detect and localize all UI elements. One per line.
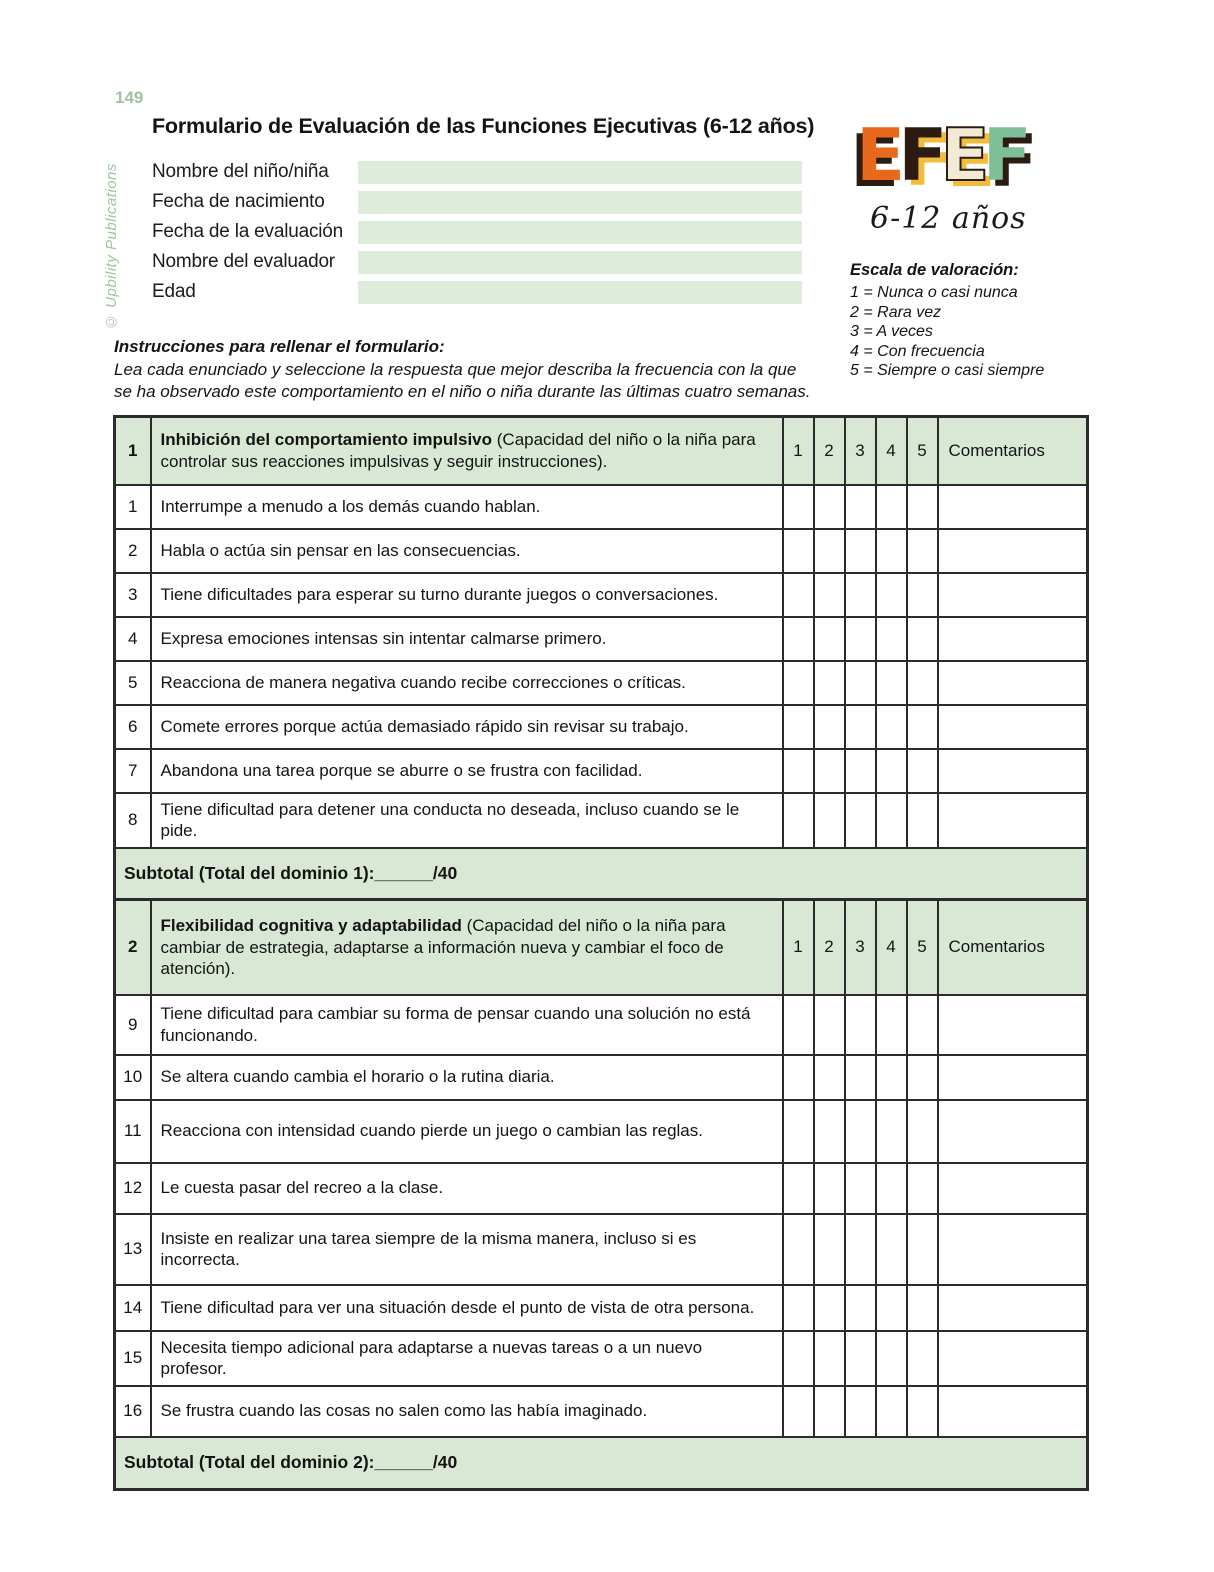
- domain-title: [151, 417, 783, 485]
- subtotal-domain-2[interactable]: Subtotal (Total del dominio 2):______/40: [115, 1437, 1088, 1490]
- rating-cell[interactable]: [814, 573, 845, 617]
- evaluator-name-input[interactable]: [358, 251, 802, 274]
- rating-cell[interactable]: [876, 617, 907, 661]
- comment-cell[interactable]: [938, 661, 1088, 705]
- instructions-body: Lea cada enunciado y seleccione la respuesta que mejor describa la frecuencia con la que se ha observado este comportamiento en el niño o niña durante las últimas cuatro semanas.: [114, 360, 811, 401]
- item-text: Se frustra cuando las cosas no salen como las había imaginado.: [151, 1386, 783, 1437]
- item-text: Le cuesta pasar del recreo a la clase.: [151, 1163, 783, 1214]
- subtotal-row-domain-1: [115, 848, 1088, 900]
- rating-cell[interactable]: [845, 617, 876, 661]
- rating-cell[interactable]: [845, 1331, 876, 1386]
- rating-cell[interactable]: [814, 705, 845, 749]
- rating-column-header-1: 1: [783, 417, 814, 485]
- item-row-4: [115, 617, 1088, 661]
- instructions-title: Instrucciones para rellenar el formulario:: [114, 337, 445, 356]
- item-text: Reacciona con intensidad cuando pierde un juego o cambian las reglas.: [151, 1100, 783, 1163]
- rating-cell[interactable]: [907, 749, 938, 793]
- rating-column-header-4: 4: [876, 417, 907, 485]
- rating-cell[interactable]: [907, 1214, 938, 1285]
- rating-cell[interactable]: [876, 1163, 907, 1214]
- rating-cell[interactable]: [783, 1331, 814, 1386]
- domain-number: 1: [115, 417, 151, 485]
- item-number: 13: [115, 1214, 151, 1285]
- item-number: 8: [115, 793, 151, 848]
- rating-column-header-2: 2: [814, 417, 845, 485]
- rating-column-header-4: 4: [876, 900, 907, 995]
- rating-cell[interactable]: [907, 995, 938, 1055]
- rating-cell[interactable]: [814, 1331, 845, 1386]
- comment-cell[interactable]: [938, 1331, 1088, 1386]
- rating-cell[interactable]: [814, 749, 845, 793]
- subtotal-domain-1[interactable]: Subtotal (Total del dominio 1):______/40: [115, 848, 1088, 900]
- rating-cell[interactable]: [876, 1214, 907, 1285]
- rating-cell[interactable]: [845, 1055, 876, 1100]
- rating-scale-title: Escala de valoración:: [850, 261, 1019, 279]
- item-row-9: [115, 995, 1088, 1055]
- item-text: Insiste en realizar una tarea siempre de la misma manera, incluso si es incorrecta.: [151, 1214, 783, 1285]
- rating-column-header-3: 3: [845, 417, 876, 485]
- efef-logo: [856, 113, 1096, 237]
- instructions: [114, 337, 814, 403]
- rating-cell[interactable]: [845, 749, 876, 793]
- field-row-evaluation-date: [152, 217, 812, 247]
- comment-cell[interactable]: [938, 793, 1088, 848]
- comment-cell[interactable]: [938, 1214, 1088, 1285]
- rating-cell[interactable]: [876, 749, 907, 793]
- domain-2-header-row: [115, 900, 1088, 995]
- rating-cell[interactable]: [907, 705, 938, 749]
- rating-cell[interactable]: [845, 1285, 876, 1331]
- rating-cell[interactable]: [876, 529, 907, 573]
- item-number: 11: [115, 1100, 151, 1163]
- logo-letter-f1: F: [898, 113, 941, 197]
- item-text: Necesita tiempo adicional para adaptarse a nuevas tareas o a un nuevo profesor.: [151, 1331, 783, 1386]
- logo-letter-e1: E: [856, 113, 899, 197]
- comment-cell[interactable]: [938, 617, 1088, 661]
- rating-cell[interactable]: [783, 573, 814, 617]
- copyright-watermark: © Upbility Publications: [103, 163, 120, 330]
- rating-cell[interactable]: [845, 1163, 876, 1214]
- domain-title-rest: (Capacidad del niño o la niña para cambiar de estrategia, adaptarse a información nueva y cambiar el foco de atención).: [160, 916, 726, 978]
- rating-cell[interactable]: [876, 1331, 907, 1386]
- item-text: Tiene dificultades para esperar su turno durante juegos o conversaciones.: [151, 573, 783, 617]
- evaluation-date-label: Fecha de la evaluación: [152, 221, 344, 242]
- item-row-7: [115, 749, 1088, 793]
- item-text: Se altera cuando cambia el horario o la rutina diaria.: [151, 1055, 783, 1100]
- rating-cell[interactable]: [783, 661, 814, 705]
- rating-scale-item: 4 = Con frecuencia: [850, 342, 985, 360]
- domain-1-header-row: [115, 417, 1088, 485]
- rating-cell[interactable]: [907, 617, 938, 661]
- item-row-3: [115, 573, 1088, 617]
- comment-cell[interactable]: [938, 995, 1088, 1055]
- item-text: Reacciona de manera negativa cuando recibe correcciones o críticas.: [151, 661, 783, 705]
- field-row-age: [152, 277, 812, 307]
- rating-cell[interactable]: [907, 1100, 938, 1163]
- comments-column-header: Comentarios: [938, 900, 1088, 995]
- rating-cell[interactable]: [907, 661, 938, 705]
- rating-scale-item: 1 = Nunca o casi nunca: [850, 284, 1018, 301]
- rating-cell[interactable]: [783, 1163, 814, 1214]
- field-row-child-name: [152, 157, 812, 187]
- rating-cell[interactable]: [907, 1055, 938, 1100]
- item-text: Tiene dificultad para ver una situación desde el punto de vista de otra persona.: [151, 1285, 783, 1331]
- rating-cell[interactable]: [907, 793, 938, 848]
- rating-cell[interactable]: [783, 1100, 814, 1163]
- rating-cell[interactable]: [814, 1214, 845, 1285]
- item-text: Interrumpe a menudo a los demás cuando hablan.: [151, 485, 783, 529]
- logo-age-range: 6-12 años: [870, 201, 1027, 237]
- rating-cell[interactable]: [876, 1386, 907, 1437]
- rating-cell[interactable]: [845, 1386, 876, 1437]
- rating-cell[interactable]: [876, 793, 907, 848]
- item-row-15: [115, 1331, 1088, 1386]
- child-name-input[interactable]: [358, 161, 802, 184]
- item-row-12: [115, 1163, 1088, 1214]
- domain-2-table: [113, 898, 1089, 1491]
- rating-cell[interactable]: [814, 1386, 845, 1437]
- comment-cell[interactable]: [938, 749, 1088, 793]
- item-row-8: [115, 793, 1088, 848]
- rating-cell[interactable]: [814, 1285, 845, 1331]
- comment-cell[interactable]: [938, 529, 1088, 573]
- page-number: 149: [115, 88, 144, 107]
- rating-scale-legend: [850, 261, 1180, 381]
- rating-cell[interactable]: [783, 793, 814, 848]
- item-text: Habla o actúa sin pensar en las consecuencias.: [151, 529, 783, 573]
- item-text: Abandona una tarea porque se aburre o se frustra con facilidad.: [151, 749, 783, 793]
- comment-cell[interactable]: [938, 1100, 1088, 1163]
- rating-cell[interactable]: [907, 1163, 938, 1214]
- rating-cell[interactable]: [814, 1100, 845, 1163]
- comment-cell[interactable]: [938, 1386, 1088, 1437]
- rating-scale-item: 2 = Rara vez: [850, 303, 942, 321]
- item-number: 7: [115, 749, 151, 793]
- item-text: Tiene dificultad para cambiar su forma de pensar cuando una solución no está funcionando.: [151, 995, 783, 1055]
- rating-cell[interactable]: [814, 1055, 845, 1100]
- rating-cell[interactable]: [845, 705, 876, 749]
- item-number: 16: [115, 1386, 151, 1437]
- item-number: 4: [115, 617, 151, 661]
- item-row-10: [115, 1055, 1088, 1100]
- rating-cell[interactable]: [845, 661, 876, 705]
- evaluation-date-input[interactable]: [358, 221, 802, 244]
- item-number: 5: [115, 661, 151, 705]
- rating-cell[interactable]: [907, 529, 938, 573]
- rating-cell[interactable]: [907, 1331, 938, 1386]
- rating-cell[interactable]: [876, 1055, 907, 1100]
- rating-cell[interactable]: [876, 705, 907, 749]
- rating-cell[interactable]: [783, 529, 814, 573]
- item-row-6: [115, 705, 1088, 749]
- rating-cell[interactable]: [783, 485, 814, 529]
- item-text: Expresa emociones intensas sin intentar calmarse primero.: [151, 617, 783, 661]
- comment-cell[interactable]: [938, 1055, 1088, 1100]
- birth-date-input[interactable]: [358, 191, 802, 214]
- rating-cell[interactable]: [907, 1285, 938, 1331]
- domain-number: 2: [115, 900, 151, 995]
- rating-cell[interactable]: [845, 793, 876, 848]
- item-number: 14: [115, 1285, 151, 1331]
- logo-letter-e2: E: [940, 113, 983, 197]
- age-input[interactable]: [358, 281, 802, 304]
- item-row-14: [115, 1285, 1088, 1331]
- child-name-label: Nombre del niño/niña: [152, 161, 329, 182]
- page-title: Formulario de Evaluación de las Funciones Ejecutivas (6-12 años): [152, 114, 815, 138]
- age-label: Edad: [152, 281, 196, 302]
- item-text: Comete errores porque actúa demasiado rápido sin revisar su trabajo.: [151, 705, 783, 749]
- logo-letter-f2: F: [982, 113, 1025, 197]
- rating-cell[interactable]: [814, 995, 845, 1055]
- rating-cell[interactable]: [845, 485, 876, 529]
- rating-cell[interactable]: [876, 995, 907, 1055]
- domain-title-bold: Inhibición del comportamiento impulsivo: [160, 430, 493, 450]
- rating-column-header-5: 5: [907, 417, 938, 485]
- rating-cell[interactable]: [783, 749, 814, 793]
- rating-cell[interactable]: [814, 485, 845, 529]
- item-row-1: [115, 485, 1088, 529]
- rating-cell[interactable]: [907, 485, 938, 529]
- form-fields: [152, 157, 812, 307]
- item-number: 1: [115, 485, 151, 529]
- rating-cell[interactable]: [783, 1214, 814, 1285]
- rating-cell[interactable]: [783, 1055, 814, 1100]
- item-row-13: [115, 1214, 1088, 1285]
- item-number: 10: [115, 1055, 151, 1100]
- field-row-evaluator-name: [152, 247, 812, 277]
- item-text: Tiene dificultad para detener una conducta no deseada, incluso cuando se le pide.: [151, 793, 783, 848]
- efef-logo-letters: [856, 113, 1096, 197]
- rating-cell[interactable]: [845, 995, 876, 1055]
- rating-cell[interactable]: [783, 1386, 814, 1437]
- rating-scale-item: 5 = Siempre o casi siempre: [850, 362, 1045, 379]
- domain-title-rest: (Capacidad del niño o la niña para controlar sus reacciones impulsivas y seguir instrucciones).: [160, 430, 756, 471]
- rating-cell[interactable]: [814, 661, 845, 705]
- comment-cell[interactable]: [938, 573, 1088, 617]
- domain-1-table: [113, 415, 1089, 901]
- rating-cell[interactable]: [876, 485, 907, 529]
- comment-cell[interactable]: [938, 485, 1088, 529]
- rating-cell[interactable]: [845, 1100, 876, 1163]
- domain-title: [151, 900, 783, 995]
- rating-cell[interactable]: [876, 573, 907, 617]
- item-row-5: [115, 661, 1088, 705]
- rating-column-header-2: 2: [814, 900, 845, 995]
- rating-column-header-3: 3: [845, 900, 876, 995]
- birth-date-label: Fecha de nacimiento: [152, 191, 325, 212]
- item-number: 6: [115, 705, 151, 749]
- field-row-birth-date: [152, 187, 812, 217]
- rating-cell[interactable]: [876, 1285, 907, 1331]
- item-row-16: [115, 1386, 1088, 1437]
- rating-column-header-5: 5: [907, 900, 938, 995]
- rating-cell[interactable]: [814, 529, 845, 573]
- domain-title-bold: Flexibilidad cognitiva y adaptabilidad: [160, 916, 462, 935]
- rating-cell[interactable]: [845, 529, 876, 573]
- evaluator-name-label: Nombre del evaluador: [152, 251, 335, 272]
- item-row-11: [115, 1100, 1088, 1163]
- item-number: 9: [115, 995, 151, 1055]
- item-number: 3: [115, 573, 151, 617]
- subtotal-row-domain-2: [115, 1437, 1088, 1490]
- rating-cell[interactable]: [907, 573, 938, 617]
- rating-cell[interactable]: [783, 705, 814, 749]
- rating-scale-item: 3 = A veces: [850, 323, 933, 340]
- rating-cell[interactable]: [876, 1100, 907, 1163]
- rating-cell[interactable]: [907, 1386, 938, 1437]
- rating-cell[interactable]: [783, 617, 814, 661]
- comment-cell[interactable]: [938, 1285, 1088, 1331]
- rating-cell[interactable]: [845, 573, 876, 617]
- rating-cell[interactable]: [783, 995, 814, 1055]
- rating-cell[interactable]: [814, 617, 845, 661]
- item-number: 2: [115, 529, 151, 573]
- item-row-2: [115, 529, 1088, 573]
- comment-cell[interactable]: [938, 705, 1088, 749]
- rating-cell[interactable]: [814, 793, 845, 848]
- rating-cell[interactable]: [845, 1214, 876, 1285]
- comment-cell[interactable]: [938, 1163, 1088, 1214]
- rating-cell[interactable]: [814, 1163, 845, 1214]
- rating-cell[interactable]: [783, 1285, 814, 1331]
- item-number: 15: [115, 1331, 151, 1386]
- comments-column-header: Comentarios: [938, 417, 1088, 485]
- rating-column-header-1: 1: [783, 900, 814, 995]
- item-number: 12: [115, 1163, 151, 1214]
- rating-cell[interactable]: [876, 661, 907, 705]
